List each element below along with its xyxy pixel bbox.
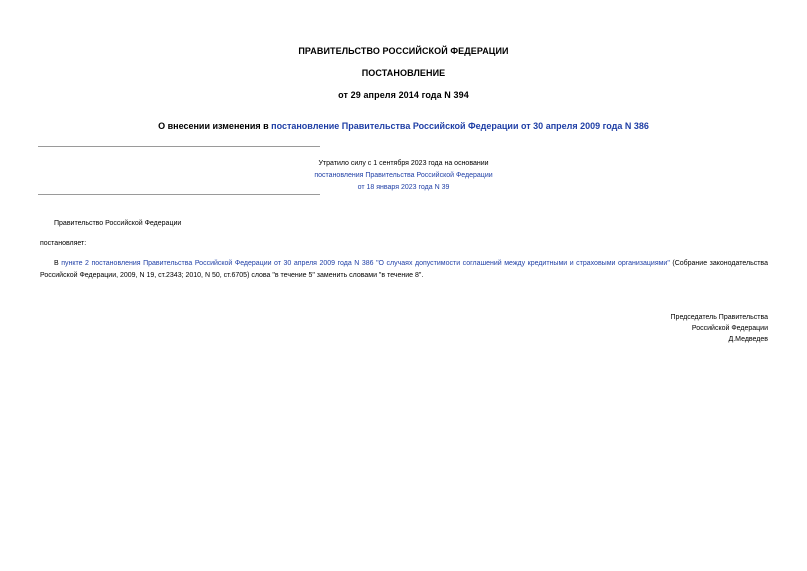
- document-title: [0, 121, 807, 131]
- signature-organization: Российской Федерации: [691, 325, 768, 332]
- status-note-line: Утратило силу с 1 сентября 2023 года на основании: [318, 160, 489, 167]
- signature-name: Д.Медведев: [728, 336, 768, 343]
- decree-text: постановляет:: [40, 240, 87, 247]
- title-link-amended-decree[interactable]: постановление Правительства Российской Федерации от 30 апреля 2009 года N 386: [271, 121, 649, 131]
- amendment-paragraph: [40, 258, 768, 282]
- status-note-link[interactable]: постановления Правительства Российской Федерации: [314, 172, 493, 179]
- document-type: ПОСТАНОВЛЕНИЕ: [361, 68, 446, 78]
- status-note: [0, 158, 807, 194]
- bottom-divider: [38, 194, 320, 195]
- signature-position: Председатель Правительства: [670, 314, 768, 321]
- title-prefix: О внесении изменения в: [158, 121, 272, 131]
- top-divider: [38, 146, 320, 147]
- status-note-link-date[interactable]: от 18 января 2023 года N 39: [357, 184, 450, 191]
- document-date-number: от 29 апреля 2014 года N 394: [338, 90, 469, 100]
- para-suffix: (Собрание законодательства Российской Федерации, 2009, N 19, ст.2343; 2010, N 50, ст.6705) слова "в течение 5" заменить словами "в течение 8".: [40, 260, 768, 279]
- signature-block: [671, 312, 768, 345]
- issuer-text: Правительство Российской Федерации: [54, 220, 182, 227]
- government-heading: ПРАВИТЕЛЬСТВО РОССИЙСКОЙ ФЕДЕРАЦИИ: [298, 46, 509, 56]
- para-link-clause[interactable]: пункте 2 постановления Правительства Российской Федерации от 30 апреля 2009 года N 386 "О случаях допустимости соглашений между кредитными и страховыми организациями": [61, 260, 670, 267]
- para-prefix: В: [54, 260, 62, 267]
